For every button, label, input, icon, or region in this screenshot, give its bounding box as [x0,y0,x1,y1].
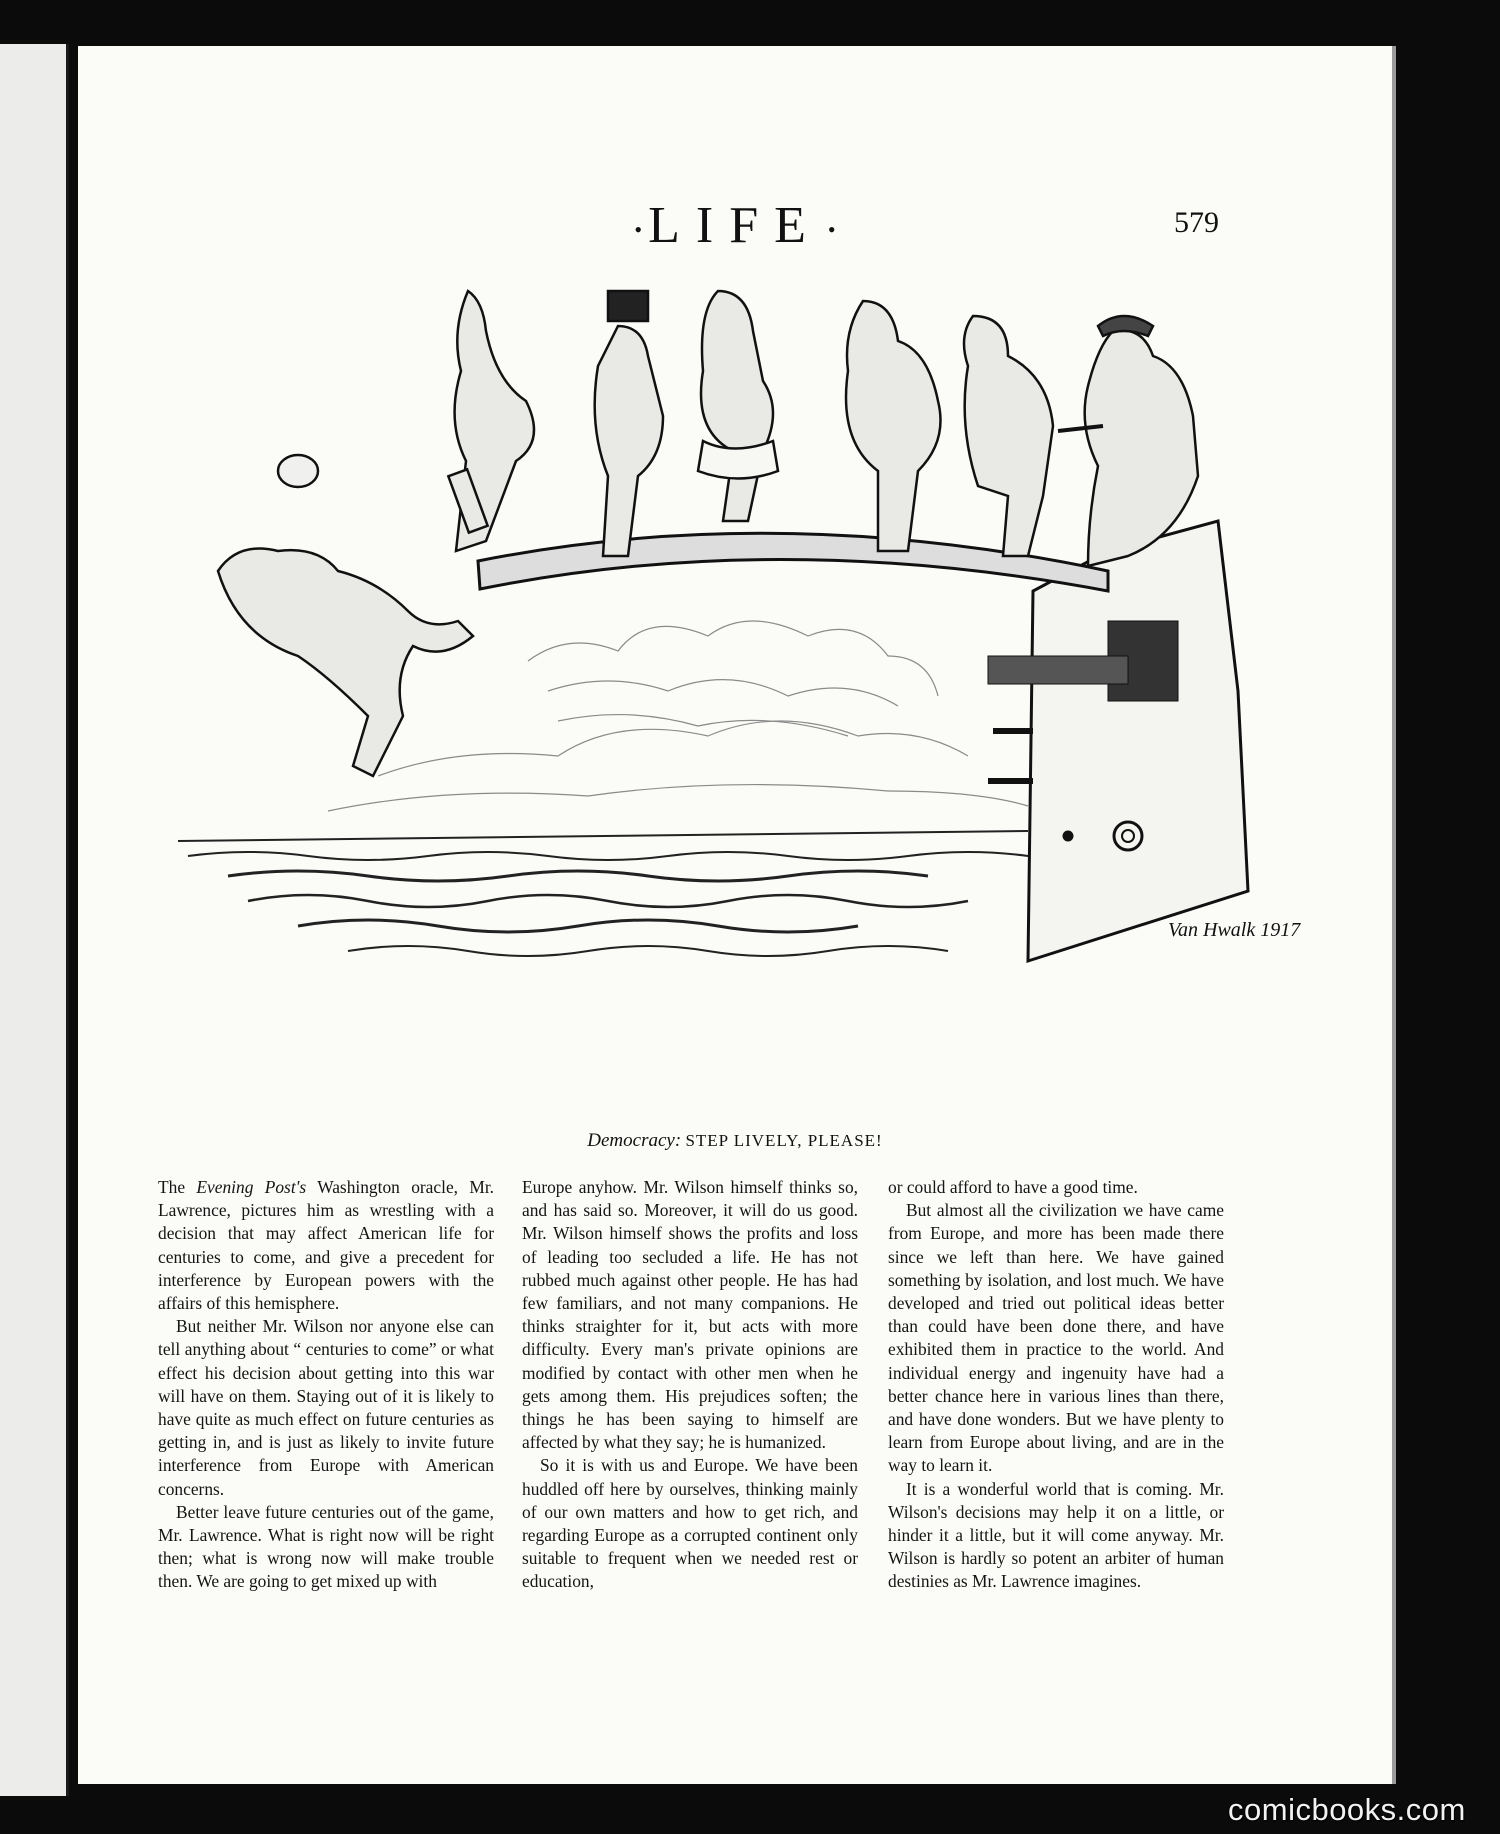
masthead-title: LIFE [648,197,822,254]
column2-paragraph-1: Europe anyhow. Mr. Wilson himself thinks so, and has said so. Moreover, it will do us good. Mr. Wilson himself shows the profits and loss of leading too secluded a life. He has not rubbed much against other people. He has had few familiars, and not many companions. He thinks straighter for it, but acts with more difficulty. Every man's private opinions are modified by contact with other men when he gets among them. His prejudices soften; the things he has been saying to himself are affected by what they say; he is humanized. [522,1177,858,1453]
figure-1 [448,291,534,551]
column1-paragraph-3: Better leave future centuries out of the game, Mr. Lawrence. What is right now will be right then; what is wrong now will make trouble then. We are going to get mixed up with [158,1501,494,1592]
figures-on-plank [448,291,1198,566]
column3-paragraph-3: It is a wonderful world that is coming. Mr. Wilson's decisions may help it on a little, or hinder it a little, but it will come anyway. Mr. Wilson is hardly so potent an arbiter of human destinies as Mr. Lawrence imagines. [888,1478,1224,1592]
cartoon-illustration [128,271,1428,1116]
figure-2 [595,291,663,556]
ship-hull [988,521,1248,961]
column1-paragraph-2: But neither Mr. Wilson nor anyone else can tell anything about “ centuries to come” or what effect his decision about getting into this war will have on them. Staying out of it is likely to have quite as much effect on future centuries as getting in, and is just as likely to invite future interference from Europe with American concerns. [158,1316,494,1499]
figure-3 [698,291,778,521]
column2-paragraph-2: So it is with us and Europe. We have been huddled off here by ourselves, thinking mainly of our own matters and how to get rich, and regarding Europe as a corrupted continent only suitable to frequent when we needed rest or education, [522,1455,858,1592]
column3-paragraph-2: But almost all the civilization we have came from Europe, and more has been made there since we left than here. We have gained something by isolation, and lost much. We have developed and tried out political ideas better than could have been done there, and have exhibited them in practice to the world. And individual energy and ingenuity have had a better chance here in various lines than there, and have done wonders. But we have plenty to learn from Europe about living, and are in the way to learn it. [888,1200,1224,1476]
page-number: 579 [1174,206,1219,239]
col1-p1-text: Washington oracle, Mr. Lawrence, pictures him as wrestling with a decision that may affect American life for centuries to come, and give a precedent for interference by European powers with the affairs of this hemisphere. [158,1177,495,1314]
watermark: comicbooks.com [1228,1792,1466,1827]
cartoon-caption [78,1130,1392,1152]
figure-democracy [1058,316,1198,566]
column3-paragraph-1: or could afford to have a good time. [888,1177,1138,1197]
article-column-1 [158,1176,494,1594]
previous-page-edge [0,44,69,1796]
cartoon-signature: Van Hwalk 1917 [1168,919,1301,941]
column1-paragraph-1 [158,1176,494,1315]
article-columns [158,1176,1288,1716]
figure-5 [964,316,1053,556]
magazine-page [78,46,1392,1784]
col1-p1-lead: The [158,1177,197,1197]
falling-figure [218,455,473,776]
caption-speaker: Democracy: [587,1130,682,1151]
page-edge-shadow [1392,46,1396,1784]
article-column-3 [888,1176,1224,1594]
masthead-dot-right: • [827,217,836,243]
figure-4 [846,301,941,551]
publication-name: Evening Post's [196,1177,307,1197]
sea-waves [178,831,1028,956]
article-column-2 [522,1176,858,1594]
masthead-dot-left: • [634,217,643,243]
caption-line: STEP LIVELY, PLEASE! [685,1131,883,1150]
